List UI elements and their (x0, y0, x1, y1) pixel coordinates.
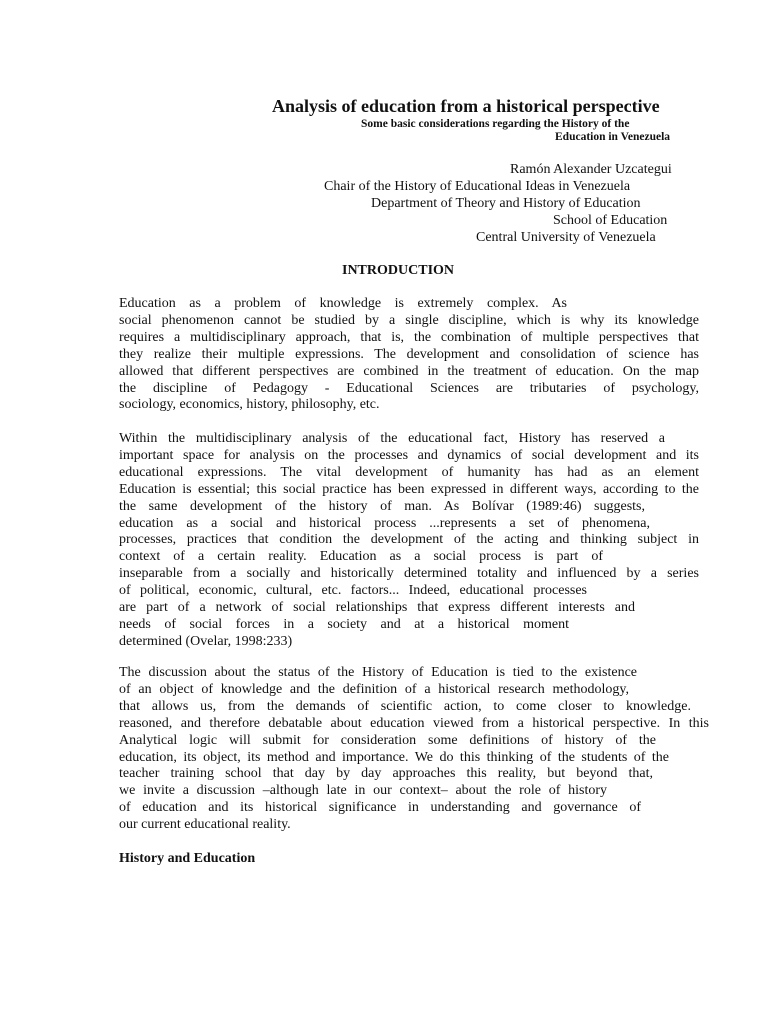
document-title: Analysis of education from a historical perspective (272, 96, 660, 116)
paragraph-line: important space for analysis on the processes and dynamics of social development and its (119, 447, 699, 463)
paragraph-line: education, its object, its method and importance. We do this thinking of the students of the (119, 749, 669, 765)
paragraph-line: Education is essential; this social practice has been expressed in different ways, according to the (119, 481, 699, 497)
paragraph-line: we invite a discussion –although late in our context– about the role of history (119, 783, 607, 799)
paragraph-line: teacher training school that day by day approaches this reality, but beyond that, (119, 766, 653, 782)
paragraph-line: determined (Ovelar, 1998:233) (119, 633, 293, 649)
subtitle-line-2: Education in Venezuela (555, 131, 671, 143)
paragraph-line: needs of social forces in a society and at a historical moment (119, 616, 569, 632)
paragraph-line: the discipline of Pedagogy - Educational Sciences are tributaries of psychology, (119, 380, 699, 396)
affiliation-school: School of Education (553, 213, 668, 228)
affiliation-chair: Chair of the History of Educational Ideas in Venezuela (324, 179, 631, 194)
paragraph-line: our current educational reality. (119, 817, 291, 833)
section-heading-introduction: INTRODUCTION (342, 263, 455, 278)
paragraph-line: social phenomenon cannot be studied by a single discipline, which is why its knowledge (119, 312, 699, 328)
affiliation-university: Central University of Venezuela (476, 230, 656, 245)
paragraph-line: requires a multidisciplinary approach, that is, the combination of multiple perspectives that (119, 329, 699, 345)
paragraph-line: they realize their multiple expressions. The development and consolidation of science has (119, 346, 699, 362)
paragraph-line: sociology, economics, history, philosophy, etc. (119, 397, 380, 413)
paragraph-line: education as a social and historical process ...represents a set of phenomena, (119, 515, 650, 531)
paragraph-line: educational expressions. The vital development of humanity has had as an element (119, 464, 699, 480)
paragraph-line: are part of a network of social relationships that express different interests and (119, 600, 635, 616)
subsection-heading-history-and-education: History and Education (119, 851, 256, 866)
paragraph-line: processes, practices that condition the development of the acting and thinking subject in (119, 532, 699, 548)
author-name: Ramón Alexander Uzcategui (510, 162, 672, 177)
affiliation-department: Department of Theory and History of Education (371, 196, 641, 211)
paragraph-line: allowed that different perspectives are combined in the treatment of education. On the map (119, 363, 699, 379)
paragraph-line: inseparable from a socially and historically determined totality and influenced by a series (119, 566, 699, 582)
paragraph-line: of an object of knowledge and the definition of a historical research methodology, (119, 681, 629, 697)
paragraph-line: The discussion about the status of the History of Education is tied to the existence (119, 665, 637, 680)
paragraph-1 (119, 296, 699, 414)
paragraph-3 (119, 665, 709, 834)
paragraph-line: Analytical logic will submit for consideration some definitions of history of the (119, 732, 656, 748)
paragraph-line: of political, economic, cultural, etc. factors... Indeed, educational processes (119, 583, 587, 599)
subtitle-line-1: Some basic considerations regarding the History of the (361, 118, 630, 130)
paragraph-line: the same development of the history of man. As Bolívar (1989:46) suggests, (119, 498, 645, 514)
paragraph-line: Within the multidisciplinary analysis of the educational fact, History has reserved a (119, 431, 665, 446)
paragraph-2 (119, 431, 699, 651)
paragraph-line: Education as a problem of knowledge is extremely complex. As (119, 296, 567, 311)
paragraph-line: that allows us, from the demands of scientific action, to come closer to knowledge. (119, 698, 691, 714)
paragraph-line: of education and its historical significance in understanding and governance of (119, 800, 641, 816)
paragraph-line: reasoned, and therefore debatable about education viewed from a historical perspective. In this (119, 715, 709, 731)
paragraph-line: context of a certain reality. Education as a social process is part of (119, 549, 603, 565)
